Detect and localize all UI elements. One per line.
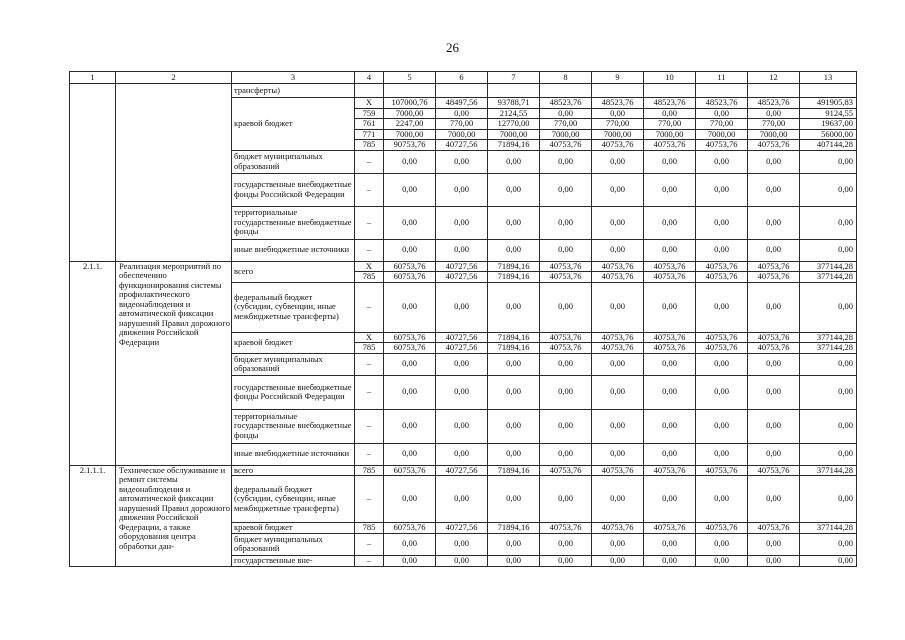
value-cell: 0,00 <box>800 150 857 173</box>
value-cell: 377144,28 <box>800 465 857 476</box>
value-cell: 0,00 <box>488 173 540 206</box>
value-cell: 48497,56 <box>436 98 488 109</box>
value-cell: 0,00 <box>800 555 857 566</box>
table-cell <box>800 84 857 98</box>
table-cell <box>355 84 384 98</box>
value-cell: 40753,76 <box>592 465 644 476</box>
value-cell: 0,00 <box>436 108 488 119</box>
source-label: бюджет муниципальных образований <box>232 150 355 173</box>
value-cell: 7000,00 <box>436 129 488 140</box>
value-cell: 0,00 <box>800 409 857 443</box>
value-cell: 7000,00 <box>384 108 436 119</box>
row-number-cell <box>70 84 116 262</box>
value-cell: 48523,76 <box>644 98 696 109</box>
value-cell: 40753,76 <box>644 523 696 534</box>
value-cell: 0,00 <box>592 555 644 566</box>
value-cell: 770,00 <box>696 119 748 130</box>
value-cell: 0,00 <box>592 173 644 206</box>
table-cell <box>644 84 696 98</box>
value-cell: 0,00 <box>592 353 644 375</box>
value-cell: 0,00 <box>488 239 540 261</box>
value-cell: 0,00 <box>592 409 644 443</box>
value-cell: 71894,16 <box>488 465 540 476</box>
value-cell: 407144,28 <box>800 140 857 151</box>
value-cell: 107000,76 <box>384 98 436 109</box>
value-cell: 40753,76 <box>748 140 800 151</box>
value-cell: 0,00 <box>644 476 696 523</box>
value-cell: 0,00 <box>748 555 800 566</box>
value-cell: 71894,16 <box>488 343 540 354</box>
value-cell: 0,00 <box>696 173 748 206</box>
code-cell: – <box>355 476 384 523</box>
value-cell: 0,00 <box>488 353 540 375</box>
value-cell: 40753,76 <box>540 261 592 272</box>
source-label: иные внебюджетные источники <box>232 239 355 261</box>
value-cell: 40753,76 <box>592 523 644 534</box>
value-cell: 0,00 <box>592 375 644 409</box>
value-cell: 0,00 <box>384 282 436 332</box>
value-cell: 0,00 <box>800 476 857 523</box>
value-cell: 2247,00 <box>384 119 436 130</box>
value-cell: 0,00 <box>436 353 488 375</box>
value-cell: 60753,76 <box>384 332 436 343</box>
value-cell: 0,00 <box>696 375 748 409</box>
column-header: 4 <box>355 72 384 84</box>
value-cell: 0,00 <box>748 150 800 173</box>
value-cell: 0,00 <box>488 533 540 555</box>
value-cell: 60753,76 <box>384 465 436 476</box>
source-label: всего <box>232 465 355 476</box>
value-cell: 0,00 <box>748 409 800 443</box>
value-cell: 0,00 <box>592 282 644 332</box>
code-cell: – <box>355 353 384 375</box>
value-cell: 40727,56 <box>436 272 488 283</box>
column-header: 7 <box>488 72 540 84</box>
column-header: 10 <box>644 72 696 84</box>
table-row <box>70 84 857 98</box>
code-cell: 785 <box>355 140 384 151</box>
code-cell: – <box>355 375 384 409</box>
value-cell: 7000,00 <box>696 129 748 140</box>
value-cell: 0,00 <box>384 375 436 409</box>
table-cell <box>748 84 800 98</box>
value-cell: 0,00 <box>748 108 800 119</box>
code-cell: – <box>355 239 384 261</box>
value-cell: 0,00 <box>436 375 488 409</box>
value-cell: 0,00 <box>800 239 857 261</box>
source-label: трансферты) <box>232 84 355 98</box>
value-cell: 0,00 <box>800 353 857 375</box>
value-cell: 7000,00 <box>644 129 696 140</box>
value-cell: 0,00 <box>644 108 696 119</box>
value-cell: 0,00 <box>644 409 696 443</box>
value-cell: 0,00 <box>748 533 800 555</box>
value-cell: 0,00 <box>488 375 540 409</box>
column-header: 13 <box>800 72 857 84</box>
row-number: 2.1.1. <box>70 261 116 465</box>
value-cell: 0,00 <box>696 150 748 173</box>
value-cell: 0,00 <box>436 555 488 566</box>
code-cell: 785 <box>355 523 384 534</box>
source-label: федеральный бюджет (субсидии, субвенции, иные межбюджетные трансферты) <box>232 282 355 332</box>
value-cell: 0,00 <box>540 206 592 239</box>
value-cell: 0,00 <box>592 476 644 523</box>
value-cell: 0,00 <box>748 206 800 239</box>
budget-table <box>69 71 857 567</box>
column-header: 5 <box>384 72 436 84</box>
value-cell: 0,00 <box>696 353 748 375</box>
value-cell: 0,00 <box>800 443 857 465</box>
value-cell: 0,00 <box>436 443 488 465</box>
source-label: краевой бюджет <box>232 98 355 151</box>
value-cell: 0,00 <box>644 555 696 566</box>
value-cell: 19637,00 <box>800 119 857 130</box>
code-cell: – <box>355 409 384 443</box>
value-cell: 40727,56 <box>436 332 488 343</box>
value-cell: 0,00 <box>748 282 800 332</box>
value-cell: 40753,76 <box>696 261 748 272</box>
value-cell: 0,00 <box>384 173 436 206</box>
value-cell: 0,00 <box>696 555 748 566</box>
value-cell: 40753,76 <box>644 140 696 151</box>
value-cell: 0,00 <box>384 239 436 261</box>
column-header: 1 <box>70 72 116 84</box>
value-cell: 0,00 <box>488 443 540 465</box>
table-cell <box>488 84 540 98</box>
value-cell: 0,00 <box>696 206 748 239</box>
value-cell: 0,00 <box>384 353 436 375</box>
table-row <box>70 465 857 476</box>
value-cell: 0,00 <box>800 375 857 409</box>
value-cell: 0,00 <box>540 533 592 555</box>
value-cell: 0,00 <box>436 476 488 523</box>
value-cell: 9124,55 <box>800 108 857 119</box>
source-label: иные внебюджетные источники <box>232 443 355 465</box>
value-cell: 40753,76 <box>644 272 696 283</box>
value-cell: 40753,76 <box>592 343 644 354</box>
value-cell: 0,00 <box>384 476 436 523</box>
column-header: 6 <box>436 72 488 84</box>
code-cell: Х <box>355 332 384 343</box>
value-cell: 0,00 <box>748 353 800 375</box>
value-cell: 0,00 <box>592 533 644 555</box>
value-cell: 40753,76 <box>748 332 800 343</box>
value-cell: 0,00 <box>696 476 748 523</box>
code-cell: 785 <box>355 272 384 283</box>
value-cell: 60753,76 <box>384 272 436 283</box>
value-cell: 40753,76 <box>540 332 592 343</box>
row-number: 2.1.1.1. <box>70 465 116 566</box>
value-cell: 0,00 <box>644 375 696 409</box>
value-cell: 377144,28 <box>800 272 857 283</box>
value-cell: 7000,00 <box>540 129 592 140</box>
value-cell: 0,00 <box>540 353 592 375</box>
value-cell: 0,00 <box>540 443 592 465</box>
value-cell: 0,00 <box>540 150 592 173</box>
value-cell: 0,00 <box>540 555 592 566</box>
value-cell: 491905,83 <box>800 98 857 109</box>
column-header: 2 <box>116 72 232 84</box>
code-cell: Х <box>355 261 384 272</box>
source-label: территориальные государственные внебюджетные фонды <box>232 409 355 443</box>
value-cell: 40753,76 <box>644 261 696 272</box>
value-cell: 90753,76 <box>384 140 436 151</box>
code-cell: 759 <box>355 108 384 119</box>
code-cell: – <box>355 282 384 332</box>
value-cell: 0,00 <box>592 443 644 465</box>
value-cell: 40753,76 <box>696 332 748 343</box>
value-cell: 71894,16 <box>488 523 540 534</box>
column-header: 3 <box>232 72 355 84</box>
activity-name: Техническое обслуживание и ремонт системы видеонаблюдения и автоматической фиксации нарушений Правил дорожного движения Российской Федерации, а также оборудования центра обработки дан- <box>116 465 232 566</box>
value-cell: 71894,16 <box>488 332 540 343</box>
value-cell: 0,00 <box>436 206 488 239</box>
source-label: всего <box>232 261 355 282</box>
value-cell: 770,00 <box>540 119 592 130</box>
value-cell: 0,00 <box>696 409 748 443</box>
value-cell: 71894,16 <box>488 272 540 283</box>
column-header: 9 <box>592 72 644 84</box>
value-cell: 0,00 <box>696 239 748 261</box>
value-cell: 0,00 <box>540 239 592 261</box>
column-header: 12 <box>748 72 800 84</box>
value-cell: 0,00 <box>384 443 436 465</box>
value-cell: 0,00 <box>436 173 488 206</box>
table-cell <box>592 84 644 98</box>
source-label: бюджет муниципальных образований <box>232 353 355 375</box>
value-cell: 0,00 <box>696 443 748 465</box>
value-cell: 0,00 <box>644 533 696 555</box>
source-label: государственные вне- <box>232 555 355 566</box>
code-cell: – <box>355 173 384 206</box>
value-cell: 0,00 <box>644 282 696 332</box>
column-header: 8 <box>540 72 592 84</box>
value-cell: 0,00 <box>540 282 592 332</box>
value-cell: 0,00 <box>384 533 436 555</box>
code-cell: – <box>355 150 384 173</box>
value-cell: 0,00 <box>592 108 644 119</box>
value-cell: 0,00 <box>748 476 800 523</box>
value-cell: 71894,16 <box>488 140 540 151</box>
value-cell: 0,00 <box>384 409 436 443</box>
value-cell: 0,00 <box>540 375 592 409</box>
code-cell: – <box>355 533 384 555</box>
value-cell: 2124,55 <box>488 108 540 119</box>
value-cell: 0,00 <box>748 239 800 261</box>
value-cell: 0,00 <box>800 206 857 239</box>
value-cell: 0,00 <box>800 533 857 555</box>
table-cell <box>540 84 592 98</box>
table-row <box>70 72 857 84</box>
value-cell: 0,00 <box>488 555 540 566</box>
value-cell: 0,00 <box>384 206 436 239</box>
value-cell: 60753,76 <box>384 343 436 354</box>
value-cell: 56000,00 <box>800 129 857 140</box>
source-label: краевой бюджет <box>232 332 355 353</box>
value-cell: 40753,76 <box>696 343 748 354</box>
value-cell: 40753,76 <box>696 140 748 151</box>
value-cell: 0,00 <box>644 443 696 465</box>
code-cell: 761 <box>355 119 384 130</box>
table-cell <box>384 84 436 98</box>
value-cell: 0,00 <box>540 409 592 443</box>
code-cell: – <box>355 555 384 566</box>
table-cell <box>696 84 748 98</box>
value-cell: 0,00 <box>384 555 436 566</box>
value-cell: 40753,76 <box>748 523 800 534</box>
value-cell: 0,00 <box>592 150 644 173</box>
value-cell: 40753,76 <box>540 272 592 283</box>
value-cell: 0,00 <box>696 533 748 555</box>
value-cell: 0,00 <box>540 476 592 523</box>
value-cell: 377144,28 <box>800 332 857 343</box>
value-cell: 0,00 <box>696 108 748 119</box>
value-cell: 0,00 <box>436 409 488 443</box>
value-cell: 0,00 <box>748 375 800 409</box>
value-cell: 0,00 <box>436 150 488 173</box>
value-cell: 40753,76 <box>644 332 696 343</box>
value-cell: 770,00 <box>436 119 488 130</box>
value-cell: 40753,76 <box>540 465 592 476</box>
value-cell: 0,00 <box>540 108 592 119</box>
value-cell: 0,00 <box>644 206 696 239</box>
column-header: 11 <box>696 72 748 84</box>
value-cell: 40753,76 <box>540 523 592 534</box>
value-cell: 40727,56 <box>436 465 488 476</box>
value-cell: 40753,76 <box>696 272 748 283</box>
value-cell: 40727,56 <box>436 343 488 354</box>
value-cell: 48523,76 <box>748 98 800 109</box>
value-cell: 7000,00 <box>748 129 800 140</box>
table-cell <box>436 84 488 98</box>
value-cell: 770,00 <box>748 119 800 130</box>
code-cell: 785 <box>355 465 384 476</box>
value-cell: 40753,76 <box>748 261 800 272</box>
source-label: краевой бюджет <box>232 523 355 534</box>
value-cell: 0,00 <box>540 173 592 206</box>
source-label: федеральный бюджет (субсидии, субвенции, иные межбюджетные трансферты) <box>232 476 355 523</box>
value-cell: 770,00 <box>592 119 644 130</box>
value-cell: 40727,56 <box>436 523 488 534</box>
activity-name-cell <box>116 84 232 262</box>
value-cell: 48523,76 <box>592 98 644 109</box>
value-cell: 40753,76 <box>748 343 800 354</box>
value-cell: 40753,76 <box>748 465 800 476</box>
value-cell: 0,00 <box>488 150 540 173</box>
source-label: территориальные государственные внебюджетные фонды <box>232 206 355 239</box>
activity-name: Реализация мероприятий по обеспечению функционирования системы профилактического видеонаблюдения и автоматической фиксации нарушений Правил дорожного движения Российской Федерации <box>116 261 232 465</box>
value-cell: 60753,76 <box>384 261 436 272</box>
value-cell: 0,00 <box>384 150 436 173</box>
value-cell: 40753,76 <box>540 343 592 354</box>
table-row <box>70 261 857 272</box>
value-cell: 0,00 <box>644 173 696 206</box>
value-cell: 0,00 <box>488 282 540 332</box>
code-cell: – <box>355 206 384 239</box>
value-cell: 71894,16 <box>488 261 540 272</box>
value-cell: 48523,76 <box>540 98 592 109</box>
value-cell: 40753,76 <box>696 465 748 476</box>
value-cell: 40753,76 <box>592 261 644 272</box>
value-cell: 0,00 <box>800 282 857 332</box>
value-cell: 0,00 <box>696 282 748 332</box>
source-label: государственные внебюджетные фонды Российской Федерации <box>232 375 355 409</box>
value-cell: 93788,71 <box>488 98 540 109</box>
value-cell: 0,00 <box>644 239 696 261</box>
value-cell: 0,00 <box>800 173 857 206</box>
value-cell: 0,00 <box>748 443 800 465</box>
value-cell: 0,00 <box>748 173 800 206</box>
code-cell: – <box>355 443 384 465</box>
value-cell: 40753,76 <box>748 272 800 283</box>
value-cell: 40753,76 <box>644 343 696 354</box>
value-cell: 48523,76 <box>696 98 748 109</box>
value-cell: 377144,28 <box>800 523 857 534</box>
source-label: бюджет муниципальных образований <box>232 533 355 555</box>
value-cell: 0,00 <box>644 353 696 375</box>
value-cell: 7000,00 <box>592 129 644 140</box>
value-cell: 0,00 <box>644 150 696 173</box>
value-cell: 12770,00 <box>488 119 540 130</box>
value-cell: 377144,28 <box>800 261 857 272</box>
page-number: 26 <box>446 40 459 55</box>
value-cell: 7000,00 <box>488 129 540 140</box>
value-cell: 60753,76 <box>384 523 436 534</box>
value-cell: 0,00 <box>592 239 644 261</box>
value-cell: 40753,76 <box>644 465 696 476</box>
value-cell: 0,00 <box>488 476 540 523</box>
value-cell: 0,00 <box>592 206 644 239</box>
value-cell: 40753,76 <box>592 332 644 343</box>
value-cell: 40753,76 <box>696 523 748 534</box>
value-cell: 0,00 <box>488 409 540 443</box>
value-cell: 770,00 <box>644 119 696 130</box>
value-cell: 40753,76 <box>540 140 592 151</box>
value-cell: 40753,76 <box>592 272 644 283</box>
value-cell: 40753,76 <box>592 140 644 151</box>
value-cell: 40727,56 <box>436 140 488 151</box>
value-cell: 0,00 <box>436 533 488 555</box>
value-cell: 40727,56 <box>436 261 488 272</box>
code-cell: 785 <box>355 343 384 354</box>
code-cell: 771 <box>355 129 384 140</box>
source-label: государственные внебюджетные фонды Российской Федерации <box>232 173 355 206</box>
value-cell: 0,00 <box>488 206 540 239</box>
value-cell: 0,00 <box>436 282 488 332</box>
value-cell: 7000,00 <box>384 129 436 140</box>
value-cell: 377144,28 <box>800 343 857 354</box>
value-cell: 0,00 <box>436 239 488 261</box>
code-cell: Х <box>355 98 384 109</box>
